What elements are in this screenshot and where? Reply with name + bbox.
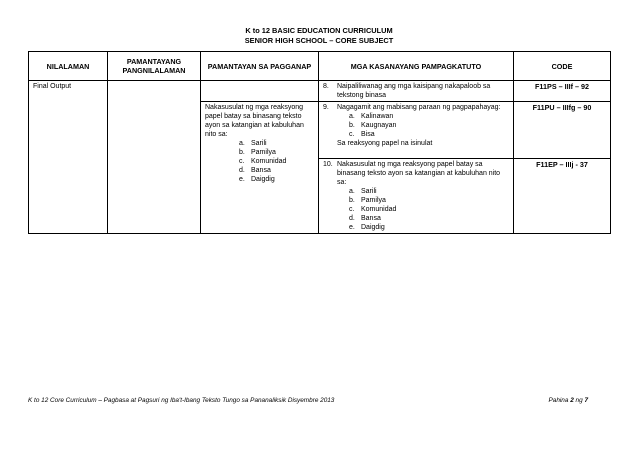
footer-title: K to 12 Core Curriculum – Pagbasa at Pagsuri ng Iba't-Ibang Teksto Tungo sa Pananaliksik Disyembre 2013 bbox=[28, 397, 335, 404]
kasanayan-subitem: b. Pamilya bbox=[349, 197, 386, 204]
item-text: Nagagamit ang mabisang paraan ng pagpapahayag: bbox=[337, 104, 501, 111]
col-header-nilalaman: NILALAMAN bbox=[29, 52, 108, 81]
item-number: 8. bbox=[323, 83, 329, 90]
nilalaman-text: Final Output bbox=[33, 83, 72, 90]
col-header-kasanayan: MGA KASANAYANG PAMPAGKATUTO bbox=[319, 52, 514, 81]
table-row bbox=[29, 81, 611, 102]
kasanayan-subitem: e. Daigdig bbox=[349, 224, 385, 231]
pagganap-subitem: a. Sarili bbox=[239, 140, 267, 147]
item-number: 9. bbox=[323, 104, 329, 111]
document-header bbox=[0, 26, 638, 46]
pagganap-text: Nakasusulat ng mga reaksyong papel batay sa binasang teksto ayon sa katangian at kabuluhan nito sa: bbox=[205, 104, 304, 138]
kasanayan-subitem: a. Kalinawan bbox=[349, 113, 394, 120]
pagganap-empty-cell bbox=[201, 81, 319, 102]
kasanayan-subitem: b. Kaugnayan bbox=[349, 122, 397, 129]
kasanayan-subitem: c. Bisa bbox=[349, 131, 375, 138]
page-number: Pahina 2 ng 7 bbox=[548, 397, 588, 404]
item-number: 10. bbox=[323, 161, 333, 168]
code-cell: F11EP – IIIj - 37 bbox=[514, 159, 611, 234]
table-header-row bbox=[29, 52, 611, 81]
col-header-code: CODE bbox=[514, 52, 611, 81]
kasanayan-cell bbox=[319, 159, 514, 234]
pagganap-subitem: e. Daigdig bbox=[239, 176, 275, 183]
kasanayan-subitem: c. Komunidad bbox=[349, 206, 397, 213]
kasanayan-cell bbox=[319, 102, 514, 159]
pangnilalaman-cell bbox=[108, 81, 201, 234]
nilalaman-cell bbox=[29, 81, 108, 234]
code-cell: F11PS – IIIf – 92 bbox=[514, 81, 611, 102]
kasanayan-cell bbox=[319, 81, 514, 102]
code-cell: F11PU – IIIfg – 90 bbox=[514, 102, 611, 159]
pagganap-subitem: b. Pamilya bbox=[239, 149, 276, 156]
kasanayan-subitem: a. Sarili bbox=[349, 188, 377, 195]
pagganap-cell bbox=[201, 102, 319, 234]
item-text: Naipaliliwanag ang mga kaisipang nakapaloob sa tekstong binasa bbox=[337, 83, 491, 99]
kasanayan-subitem: d. Bansa bbox=[349, 215, 381, 222]
pagganap-subitem: c. Komunidad bbox=[239, 158, 287, 165]
col-header-pagganap: PAMANTAYAN SA PAGGANAP bbox=[201, 52, 319, 81]
document-footer bbox=[28, 397, 588, 404]
curriculum-table bbox=[28, 51, 611, 234]
header-subtitle: SENIOR HIGH SCHOOL – CORE SUBJECT bbox=[244, 36, 394, 45]
kasanayan-tail: Sa reaksyong papel na isinulat bbox=[337, 140, 433, 147]
header-title: K to 12 BASIC EDUCATION CURRICULUM bbox=[245, 26, 393, 35]
col-header-pangnilalaman: PAMANTAYANG PANGNILALAMAN bbox=[108, 52, 201, 81]
pagganap-subitem: d. Bansa bbox=[239, 167, 271, 174]
item-text: Nakasusulat ng mga reaksyong papel batay sa binasang teksto ayon sa katangian at kabuluhan nito sa: bbox=[337, 161, 501, 186]
